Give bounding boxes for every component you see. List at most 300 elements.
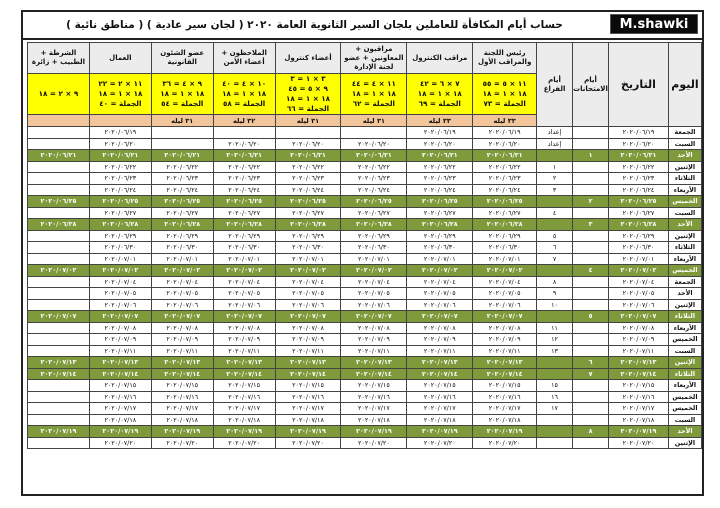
cell-control-members: ٢٠٢٠/٠٦/٢١ [275,150,341,162]
cell-controller: ٢٠٢٠/٠٦/٣٠ [407,242,473,254]
cell-police [28,127,90,139]
cell-security: ٢٠٢٠/٠٧/٠٥ [213,288,275,300]
table-row [28,242,702,254]
cell-exam-days [573,242,609,254]
cell-workers: ٢٠٢٠/٠٦/١٩ [89,127,151,139]
nights-security: ٣٢ ليله [213,115,275,127]
cell-date: ٢٠٢٠/٠٧/٢٠ [609,437,669,449]
cell-exam-days [573,276,609,288]
cell-control-members: ٢٠٢٠/٠٧/٠٢ [275,265,341,277]
cell-police [28,322,90,334]
cell-workers: ٢٠٢٠/٠٦/٢٢ [89,161,151,173]
cell-exam-days [573,173,609,185]
cell-free-days [537,368,573,380]
cell-legal: ٢٠٢٠/٠٧/١٧ [151,403,213,415]
cell-controller: ٢٠٢٠/٠٧/١٩ [407,426,473,438]
cell-workers: ٢٠٢٠/٠٧/١٥ [89,380,151,392]
cell-workers: ٢٠٢٠/٠٦/٢٧ [89,207,151,219]
cell-controller: ٢٠٢٠/٠٦/٢٥ [407,196,473,208]
cell-police [28,414,90,426]
table-row [28,403,702,415]
cell-date: ٢٠٢٠/٠٧/٠٩ [609,334,669,346]
cell-observers: ٢٠٢٠/٠٧/٠٥ [341,288,407,300]
cell-free-days: ٧ [537,253,573,265]
cell-controller: ٢٠٢٠/٠٦/٢٩ [407,230,473,242]
cell-exam-days [573,334,609,346]
cell-police [28,161,90,173]
cell-date: ٢٠٢٠/٠٧/١٦ [609,391,669,403]
cell-security: ٢٠٢٠/٠٦/٢٧ [213,207,275,219]
cell-free-days: ٦ [537,242,573,254]
cell-chair: ٢٠٢٠/٠٧/٠٦ [473,299,537,311]
cell-security: ٢٠٢٠/٠٦/٢٢ [213,161,275,173]
cell-control-members [275,127,341,139]
cell-observers: ٢٠٢٠/٠٧/١٦ [341,391,407,403]
cell-free-days: ١٠ [537,299,573,311]
cell-police [28,334,90,346]
cell-free-days: ٥ [537,230,573,242]
cell-chair: ٢٠٢٠/٠٧/٠٩ [473,334,537,346]
table-row [28,414,702,426]
nights-chair: ٣٣ ليله [473,115,537,127]
cell-workers: ٢٠٢٠/٠٧/١٣ [89,357,151,369]
cell-exam-days [573,380,609,392]
cell-free-days: ١٥ [537,380,573,392]
cell-police: ٢٠٢٠/٠٦/٢٥ [28,196,90,208]
cell-workers: ٢٠٢٠/٠٧/٠٥ [89,288,151,300]
cell-security: ٢٠٢٠/٠٦/٢٣ [213,173,275,185]
cell-legal: ٢٠٢٠/٠٧/٠٢ [151,265,213,277]
formula-workers: ١١ × ٢ = ٢٢ ١٨ × ١ = ١٨ الجملة = ٤٠ [89,74,151,115]
cell-free-days: ٨ [537,276,573,288]
cell-workers: ٢٠٢٠/٠٧/١٧ [89,403,151,415]
header-legal: عضو الشئون القانونية [151,43,213,74]
header-free-days: أيام الفراغ [537,43,573,127]
header-police: الشرطة + الطبيب + زائرة [28,43,90,74]
cell-date: ٢٠٢٠/٠٦/٢١ [609,150,669,162]
cell-date: ٢٠٢٠/٠٧/١٧ [609,403,669,415]
formula-controller: ٧ × ٦ = ٤٢ ١٨ × ١ = ١٨ الجملة = ٦٩ [407,74,473,115]
cell-day: السبت [668,138,701,150]
sheet [21,10,704,496]
cell-day: الثلاثاء [668,311,701,323]
page-title: حساب أيام المكافأة للعاملين بلجان السير الثانوية العامة ٢٠٢٠ ( لجان سير عادية ) ( مناطق نائية ) [66,19,563,31]
cell-date: ٢٠٢٠/٠٦/٢٣ [609,173,669,185]
cell-date: ٢٠٢٠/٠٧/٠٢ [609,265,669,277]
table-row [28,322,702,334]
cell-free-days [537,437,573,449]
cell-date: ٢٠٢٠/٠٦/٢٤ [609,184,669,196]
cell-legal: ٢٠٢٠/٠٧/٠٨ [151,322,213,334]
cell-controller: ٢٠٢٠/٠٦/٢٢ [407,161,473,173]
cell-security: ٢٠٢٠/٠٧/١١ [213,345,275,357]
cell-day: الأحد [668,150,701,162]
cell-control-members: ٢٠٢٠/٠٦/٢٩ [275,230,341,242]
cell-date: ٢٠٢٠/٠٧/٠٦ [609,299,669,311]
title-bar [23,12,702,40]
brand-logo: M.shawki [610,14,698,34]
cell-date: ٢٠٢٠/٠٦/٢٨ [609,219,669,231]
cell-exam-days: ٨ [573,426,609,438]
nights-controller: ٣٣ ليله [407,115,473,127]
cell-observers: ٢٠٢٠/٠٧/٢٠ [341,437,407,449]
table-row [28,426,702,438]
cell-security: ٢٠٢٠/٠٧/٠٩ [213,334,275,346]
cell-day: الإثنين [668,437,701,449]
rewards-table-wrapper [27,42,702,449]
cell-chair: ٢٠٢٠/٠٦/٢٣ [473,173,537,185]
cell-date: ٢٠٢٠/٠٦/٢٠ [609,138,669,150]
cell-date: ٢٠٢٠/٠٧/٠٤ [609,276,669,288]
cell-chair: ٢٠٢٠/٠٧/٠٥ [473,288,537,300]
cell-chair: ٢٠٢٠/٠٧/٢٠ [473,437,537,449]
table-row [28,299,702,311]
cell-legal: ٢٠٢٠/٠٧/١١ [151,345,213,357]
cell-workers: ٢٠٢٠/٠٧/٠٧ [89,311,151,323]
cell-observers: ٢٠٢٠/٠٧/١٤ [341,368,407,380]
cell-exam-days [573,345,609,357]
header-date: التاريخ [609,43,669,127]
cell-control-members: ٢٠٢٠/٠٦/٢٠ [275,138,341,150]
cell-legal [151,138,213,150]
cell-day: الإثنين [668,357,701,369]
cell-date: ٢٠٢٠/٠٧/١٥ [609,380,669,392]
table-row [28,173,702,185]
cell-observers: ٢٠٢٠/٠٧/١٩ [341,426,407,438]
cell-date: ٢٠٢٠/٠٦/٢٥ [609,196,669,208]
cell-exam-days: ٧ [573,368,609,380]
cell-workers: ٢٠٢٠/٠٧/١٩ [89,426,151,438]
cell-exam-days: ٣ [573,219,609,231]
cell-free-days: إعداد [537,138,573,150]
cell-chair: ٢٠٢٠/٠٧/١٨ [473,414,537,426]
cell-free-days [537,357,573,369]
cell-observers: ٢٠٢٠/٠٧/٠٧ [341,311,407,323]
table-row [28,311,702,323]
cell-controller: ٢٠٢٠/٠٧/٢٠ [407,437,473,449]
cell-security: ٢٠٢٠/٠٦/٣٠ [213,242,275,254]
formula-security: ١٠ × ٤ = ٤٠ ١٨ × ١ = ١٨ الجملة = ٥٨ [213,74,275,115]
cell-workers: ٢٠٢٠/٠٦/٢٠ [89,138,151,150]
cell-free-days: ١٦ [537,391,573,403]
cell-control-members: ٢٠٢٠/٠٧/١٣ [275,357,341,369]
cell-workers: ٢٠٢٠/٠٦/٢٥ [89,196,151,208]
table-row [28,219,702,231]
cell-free-days: ١١ [537,322,573,334]
formula-control-members: ٣ × ١ = ٣ ٩ × ٥ = ٤٥ ١٨ × ١ = ١٨ الجملة = ٦٦ [275,74,341,115]
cell-observers: ٢٠٢٠/٠٧/٠٦ [341,299,407,311]
cell-chair: ٢٠٢٠/٠٦/٢٧ [473,207,537,219]
cell-date: ٢٠٢٠/٠٧/١٤ [609,368,669,380]
cell-free-days [537,311,573,323]
cell-observers: ٢٠٢٠/٠٧/٠٨ [341,322,407,334]
cell-police [28,138,90,150]
cell-observers [341,127,407,139]
cell-controller: ٢٠٢٠/٠٧/٠٩ [407,334,473,346]
cell-chair: ٢٠٢٠/٠٧/١٥ [473,380,537,392]
cell-chair: ٢٠٢٠/٠٧/٠٧ [473,311,537,323]
cell-exam-days [573,230,609,242]
cell-control-members: ٢٠٢٠/٠٧/١٥ [275,380,341,392]
cell-day: الخميس [668,265,701,277]
cell-security: ٢٠٢٠/٠٧/٠٢ [213,265,275,277]
cell-police: ٢٠٢٠/٠٧/١٤ [28,368,90,380]
cell-day: الثلاثاء [668,242,701,254]
cell-day: الأربعاء [668,253,701,265]
cell-day: الخميس [668,196,701,208]
cell-control-members: ٢٠٢٠/٠٦/٣٠ [275,242,341,254]
cell-exam-days: ٢ [573,196,609,208]
cell-exam-days [573,127,609,139]
cell-workers: ٢٠٢٠/٠٧/٠٤ [89,276,151,288]
cell-observers: ٢٠٢٠/٠٦/٢١ [341,150,407,162]
cell-control-members: ٢٠٢٠/٠٧/٠٧ [275,311,341,323]
cell-police [28,184,90,196]
cell-controller: ٢٠٢٠/٠٧/٠٧ [407,311,473,323]
cell-control-members: ٢٠٢٠/٠٧/٠١ [275,253,341,265]
cell-exam-days [573,253,609,265]
cell-legal: ٢٠٢٠/٠٦/٢٤ [151,184,213,196]
cell-legal: ٢٠٢٠/٠٧/١٨ [151,414,213,426]
nights-observers: ٣١ ليله [341,115,407,127]
cell-day: السبت [668,345,701,357]
cell-control-members: ٢٠٢٠/٠٧/١٨ [275,414,341,426]
cell-exam-days [573,207,609,219]
cell-chair: ٢٠٢٠/٠٧/٠٤ [473,276,537,288]
cell-free-days: ٩ [537,288,573,300]
cell-observers: ٢٠٢٠/٠٦/٢٨ [341,219,407,231]
cell-police [28,276,90,288]
cell-police [28,437,90,449]
cell-day: الثلاثاء [668,173,701,185]
cell-day: الأربعاء [668,322,701,334]
cell-controller: ٢٠٢٠/٠٧/١٧ [407,403,473,415]
cell-controller: ٢٠٢٠/٠٦/٢٧ [407,207,473,219]
cell-police: ٢٠٢٠/٠٧/٠٧ [28,311,90,323]
cell-security: ٢٠٢٠/٠٧/٠٧ [213,311,275,323]
cell-control-members: ٢٠٢٠/٠٦/٢٤ [275,184,341,196]
cell-date: ٢٠٢٠/٠٦/٣٠ [609,242,669,254]
cell-observers: ٢٠٢٠/٠٦/٢٢ [341,161,407,173]
cell-legal: ٢٠٢٠/٠٧/٠٧ [151,311,213,323]
cell-chair: ٢٠٢٠/٠٦/٢١ [473,150,537,162]
cell-observers: ٢٠٢٠/٠٦/٢٣ [341,173,407,185]
cell-security: ٢٠٢٠/٠٦/٢٠ [213,138,275,150]
cell-police [28,391,90,403]
cell-controller: ٢٠٢٠/٠٦/٢٤ [407,184,473,196]
cell-day: الخميس [668,403,701,415]
cell-free-days: ١ [537,161,573,173]
cell-security: ٢٠٢٠/٠٦/٢٤ [213,184,275,196]
cell-day: الجمعة [668,276,701,288]
cell-police [28,230,90,242]
cell-observers: ٢٠٢٠/٠٧/٠٤ [341,276,407,288]
cell-controller: ٢٠٢٠/٠٦/١٩ [407,127,473,139]
cell-workers: ٢٠٢٠/٠٧/٢٠ [89,437,151,449]
cell-legal: ٢٠٢٠/٠٦/٢٢ [151,161,213,173]
table-row [28,357,702,369]
cell-workers: ٢٠٢٠/٠٦/٢٣ [89,173,151,185]
cell-exam-days [573,138,609,150]
cell-control-members: ٢٠٢٠/٠٧/٠٩ [275,334,341,346]
cell-chair: ٢٠٢٠/٠٦/٢٩ [473,230,537,242]
cell-chair: ٢٠٢٠/٠٧/١٦ [473,391,537,403]
table-row [28,230,702,242]
cell-exam-days: ٤ [573,265,609,277]
cell-security: ٢٠٢٠/٠٧/١٤ [213,368,275,380]
cell-police [28,380,90,392]
header-row [28,43,702,74]
cell-observers: ٢٠٢٠/٠٦/٢٤ [341,184,407,196]
cell-control-members: ٢٠٢٠/٠٦/٢٣ [275,173,341,185]
cell-day: الإثنين [668,161,701,173]
cell-controller: ٢٠٢٠/٠٧/٠٥ [407,288,473,300]
cell-security: ٢٠٢٠/٠٧/١٧ [213,403,275,415]
cell-police: ٢٠٢٠/٠٦/٢١ [28,150,90,162]
cell-legal: ٢٠٢٠/٠٦/٢٩ [151,230,213,242]
cell-date: ٢٠٢٠/٠٧/١١ [609,345,669,357]
header-workers: العمال [89,43,151,74]
cell-day: الإثنين [668,230,701,242]
cell-observers: ٢٠٢٠/٠٦/٢٩ [341,230,407,242]
cell-free-days [537,414,573,426]
cell-security: ٢٠٢٠/٠٧/٢٠ [213,437,275,449]
cell-legal: ٢٠٢٠/٠٦/٢٣ [151,173,213,185]
cell-free-days: ٢ [537,173,573,185]
cell-workers: ٢٠٢٠/٠٧/١٤ [89,368,151,380]
cell-day: الثلاثاء [668,368,701,380]
cell-observers: ٢٠٢٠/٠٧/١٧ [341,403,407,415]
table-row [28,184,702,196]
cell-security: ٢٠٢٠/٠٧/١٦ [213,391,275,403]
cell-workers: ٢٠٢٠/٠٦/٢١ [89,150,151,162]
cell-exam-days [573,184,609,196]
cell-exam-days [573,437,609,449]
cell-free-days: ١٢ [537,334,573,346]
cell-police [28,207,90,219]
cell-controller: ٢٠٢٠/٠٧/٠٨ [407,322,473,334]
cell-date: ٢٠٢٠/٠٧/١٩ [609,426,669,438]
cell-free-days [537,196,573,208]
cell-security: ٢٠٢٠/٠٧/٠١ [213,253,275,265]
cell-exam-days [573,414,609,426]
cell-police: ٢٠٢٠/٠٧/٠٢ [28,265,90,277]
cell-controller: ٢٠٢٠/٠٧/١٣ [407,357,473,369]
cell-legal: ٢٠٢٠/٠٧/١٤ [151,368,213,380]
cell-control-members: ٢٠٢٠/٠٧/١٦ [275,391,341,403]
cell-exam-days [573,322,609,334]
cell-observers: ٢٠٢٠/٠٧/١١ [341,345,407,357]
cell-controller: ٢٠٢٠/٠٧/١٤ [407,368,473,380]
cell-security: ٢٠٢٠/٠٧/١٣ [213,357,275,369]
cell-legal: ٢٠٢٠/٠٦/٣٠ [151,242,213,254]
cell-security: ٢٠٢٠/٠٦/٢١ [213,150,275,162]
cell-security: ٢٠٢٠/٠٦/٢٥ [213,196,275,208]
cell-workers: ٢٠٢٠/٠٦/٢٩ [89,230,151,242]
cell-exam-days [573,299,609,311]
cell-day: الخميس [668,391,701,403]
cell-free-days [537,265,573,277]
cell-day: الأحد [668,219,701,231]
cell-free-days [537,426,573,438]
cell-observers: ٢٠٢٠/٠٧/١٥ [341,380,407,392]
cell-police [28,288,90,300]
cell-day: السبت [668,414,701,426]
nights-legal: ٣١ ليله [151,115,213,127]
cell-exam-days: ١ [573,150,609,162]
cell-exam-days [573,288,609,300]
cell-free-days: ٣ [537,184,573,196]
table-row [28,334,702,346]
nights-police [28,115,90,127]
cell-chair: ٢٠٢٠/٠٦/٢٨ [473,219,537,231]
table-row [28,368,702,380]
cell-chair: ٢٠٢٠/٠٦/٢٠ [473,138,537,150]
table-row [28,196,702,208]
cell-day: الأربعاء [668,184,701,196]
cell-police [28,253,90,265]
cell-legal: ٢٠٢٠/٠٧/١٩ [151,426,213,438]
cell-police [28,299,90,311]
table-row [28,150,702,162]
cell-observers: ٢٠٢٠/٠٦/٢٧ [341,207,407,219]
cell-free-days: إعداد [537,127,573,139]
table-row [28,276,702,288]
cell-chair: ٢٠٢٠/٠٧/٠١ [473,253,537,265]
cell-observers: ٢٠٢٠/٠٦/٣٠ [341,242,407,254]
cell-day: الجمعة [668,127,701,139]
cell-day: الإثنين [668,299,701,311]
cell-controller: ٢٠٢٠/٠٦/٢٠ [407,138,473,150]
cell-chair: ٢٠٢٠/٠٧/١٤ [473,368,537,380]
cell-chair: ٢٠٢٠/٠٦/٢٤ [473,184,537,196]
cell-legal: ٢٠٢٠/٠٧/٠٦ [151,299,213,311]
cell-legal: ٢٠٢٠/٠٦/٢١ [151,150,213,162]
cell-legal: ٢٠٢٠/٠٧/٠٤ [151,276,213,288]
cell-date: ٢٠٢٠/٠٦/٢٧ [609,207,669,219]
cell-police: ٢٠٢٠/٠٧/١٩ [28,426,90,438]
cell-workers: ٢٠٢٠/٠٧/٠٦ [89,299,151,311]
cell-controller: ٢٠٢٠/٠٧/١٨ [407,414,473,426]
cell-workers: ٢٠٢٠/٠٧/٠٩ [89,334,151,346]
cell-legal: ٢٠٢٠/٠٧/١٣ [151,357,213,369]
header-control-members: أعضاء كنترول [275,43,341,74]
table-row [28,345,702,357]
cell-date: ٢٠٢٠/٠٧/٠٥ [609,288,669,300]
cell-chair: ٢٠٢٠/٠٧/١١ [473,345,537,357]
cell-date: ٢٠٢٠/٠٦/٢٩ [609,230,669,242]
cell-control-members: ٢٠٢٠/٠٧/٢٠ [275,437,341,449]
cell-workers: ٢٠٢٠/٠٧/١٦ [89,391,151,403]
table-row [28,437,702,449]
cell-exam-days [573,391,609,403]
cell-control-members: ٢٠٢٠/٠٧/٠٤ [275,276,341,288]
cell-date: ٢٠٢٠/٠٧/٠٧ [609,311,669,323]
table-row [28,207,702,219]
cell-date: ٢٠٢٠/٠٧/٠١ [609,253,669,265]
cell-date: ٢٠٢٠/٠٧/١٣ [609,357,669,369]
cell-controller: ٢٠٢٠/٠٧/١١ [407,345,473,357]
formula-chair: ١١ × ٥ = ٥٥ ١٨ × ١ = ١٨ الجملة = ٧٣ [473,74,537,115]
cell-controller: ٢٠٢٠/٠٧/٠٦ [407,299,473,311]
cell-security: ٢٠٢٠/٠٧/٠٨ [213,322,275,334]
cell-legal: ٢٠٢٠/٠٧/٠١ [151,253,213,265]
cell-free-days: ١٧ [537,403,573,415]
cell-free-days [537,219,573,231]
cell-workers: ٢٠٢٠/٠٧/١٨ [89,414,151,426]
formula-police: ٩ × ٢ = ١٨ [28,74,90,115]
cell-security [213,127,275,139]
